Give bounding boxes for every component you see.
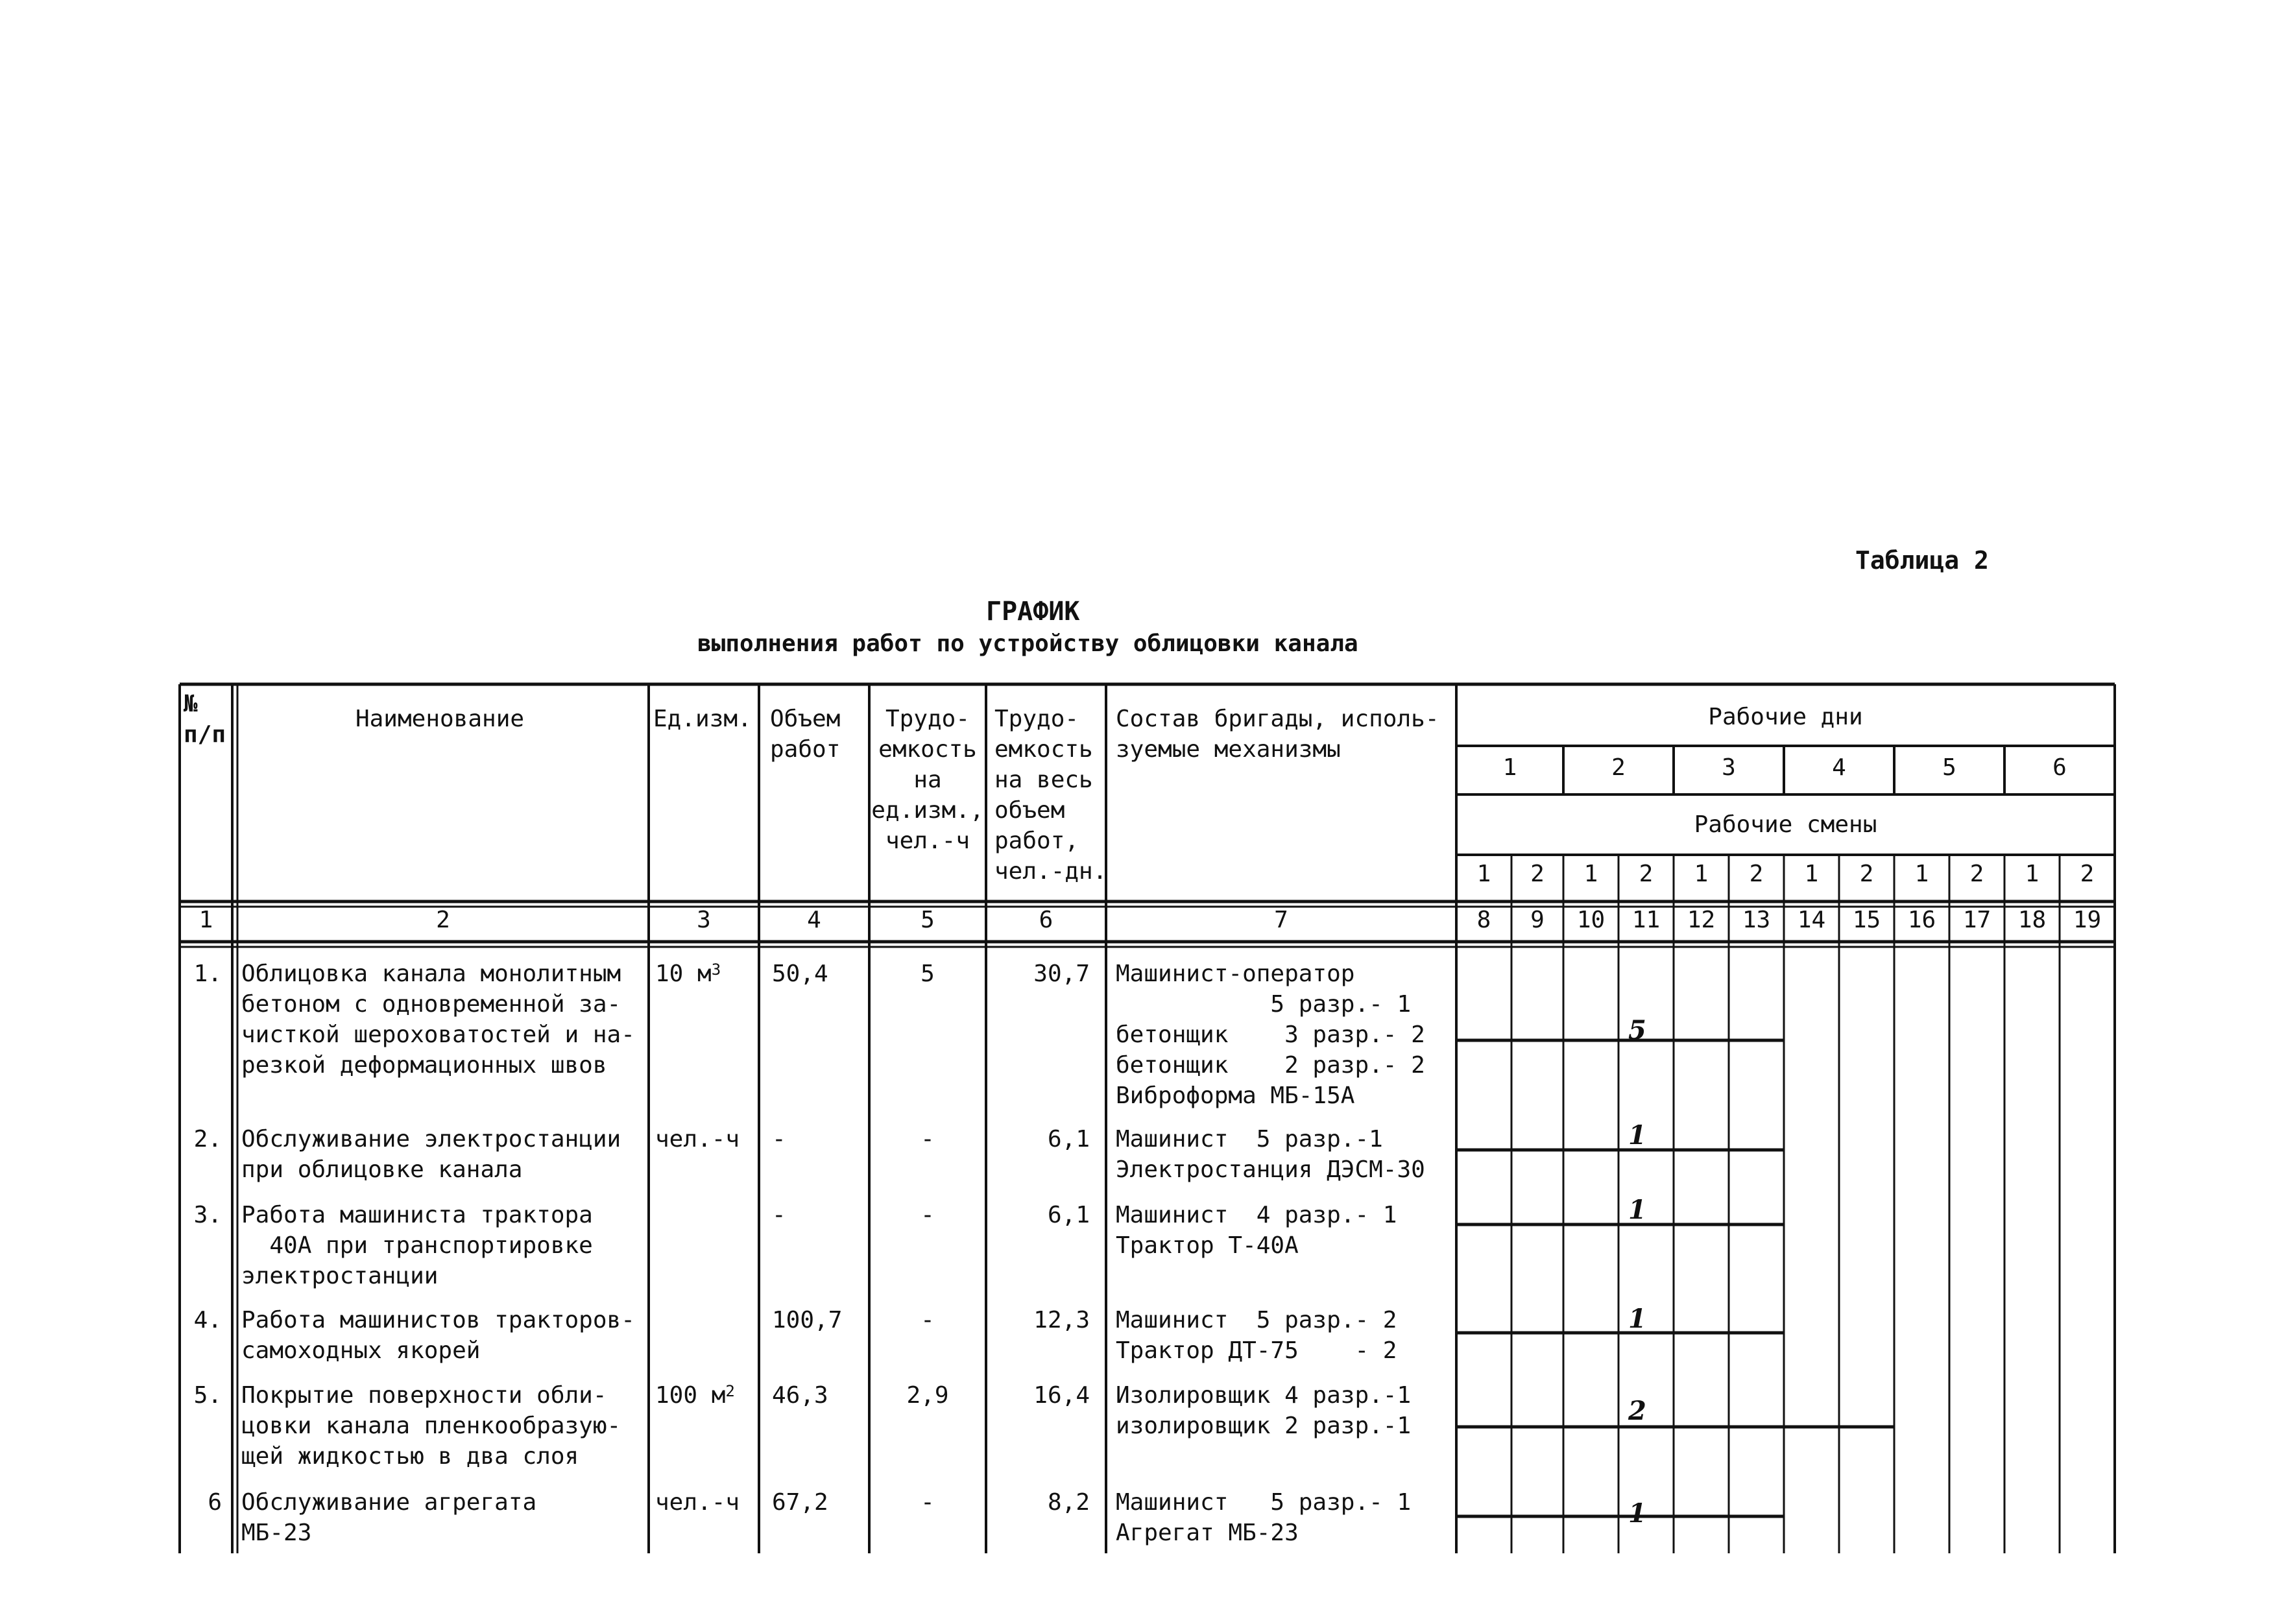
shift-number: 1 — [2025, 861, 2039, 887]
day-number: 4 — [1832, 754, 1846, 781]
workers-mark: 1 — [1628, 1498, 1646, 1529]
row-labor-unit: - — [920, 1489, 935, 1516]
column-number: 16 — [1907, 907, 1936, 933]
row-unit: 100 $м^2$ — [655, 1382, 735, 1409]
workers-mark: 1 — [1628, 1120, 1646, 1151]
row-name: Работа машиниста трактора 40А при транспортировке электростанции — [241, 1202, 593, 1289]
column-number: 10 — [1576, 907, 1606, 933]
column-number: 4 — [807, 907, 821, 933]
day-number: 2 — [1611, 754, 1626, 781]
column-number: 15 — [1852, 907, 1881, 933]
row-volume: 46,3 — [772, 1382, 828, 1409]
workers-mark: 1 — [1628, 1195, 1646, 1225]
row-number: 2. — [193, 1126, 222, 1152]
row-name: Облицовка канала монолитным бетоном с одновременной за- чисткой шероховатостей и на- резкой деформационных швов — [241, 961, 635, 1079]
column-number: 5 — [920, 907, 935, 933]
column-number: 6 — [1039, 907, 1053, 933]
row-name: Работа машинистов тракторов- самоходных якорей — [241, 1307, 635, 1364]
shift-number: 1 — [1804, 861, 1819, 887]
header-working-shifts: Рабочие смены — [1694, 811, 1877, 838]
row-labor-total: 6,1 — [1047, 1126, 1090, 1152]
row-crew: Машинист 5 разр.- 2 Трактор ДТ-75 - 2 — [1116, 1307, 1397, 1364]
header-working-days: Рабочие дни — [1708, 704, 1863, 730]
column-number: 1 — [199, 907, 213, 933]
column-number: 11 — [1631, 907, 1661, 933]
row-unit: 10 $м^3$ — [655, 961, 721, 987]
row-number: 4. — [193, 1307, 222, 1333]
row-volume: - — [772, 1202, 786, 1228]
column-number: 17 — [1962, 907, 1991, 933]
row-name: Покрытие поверхности обли- цовки канала пленкообразую- щей жидкостью в два слоя — [241, 1382, 621, 1470]
row-crew: Машинист 5 разр.-1 Электростанция ДЭСМ-30 — [1116, 1126, 1425, 1183]
column-number: 8 — [1476, 907, 1491, 933]
row-volume: 100,7 — [772, 1307, 843, 1333]
workers-mark: 2 — [1628, 1396, 1646, 1426]
header-volume: Объем работ — [770, 706, 841, 763]
row-number: 3. — [193, 1202, 222, 1228]
row-unit: чел.-ч — [655, 1126, 740, 1152]
day-number: 5 — [1942, 754, 1956, 781]
row-name: Обслуживание электростанции при облицовке канала — [241, 1126, 621, 1183]
row-labor-unit: - — [920, 1307, 935, 1333]
row-volume: 67,2 — [772, 1489, 828, 1516]
row-crew: Изолировщик 4 разр.-1 изолировщик 2 разр.-1 — [1116, 1382, 1412, 1439]
shift-number: 1 — [1583, 861, 1598, 887]
header-name: Наименование — [355, 706, 525, 732]
column-number: 7 — [1274, 907, 1288, 933]
shift-number: 2 — [1749, 861, 1764, 887]
row-unit: чел.-ч — [655, 1489, 740, 1516]
row-volume: 50,4 — [772, 961, 828, 987]
header-crew: Состав бригады, исполь- зуемые механизмы — [1116, 706, 1439, 763]
column-number: 2 — [436, 907, 450, 933]
column-number: 13 — [1742, 907, 1771, 933]
column-number: 14 — [1797, 907, 1826, 933]
row-volume: - — [772, 1126, 786, 1152]
row-labor-unit: - — [920, 1202, 935, 1228]
shift-number: 2 — [1530, 861, 1545, 887]
row-labor-total: 30,7 — [1033, 961, 1090, 987]
page-title: ГРАФИК — [986, 597, 1080, 627]
row-crew: Машинист 5 разр.- 1 Агрегат МБ-23 — [1116, 1489, 1412, 1546]
column-number: 19 — [2073, 907, 2102, 933]
table-label: Таблица 2 — [1855, 546, 1989, 575]
row-name: Обслуживание агрегата МБ-23 — [241, 1489, 537, 1546]
header-unit: Ед.изм. — [653, 706, 752, 732]
row-labor-unit: - — [920, 1126, 935, 1152]
shift-number: 1 — [1694, 861, 1709, 887]
row-labor-unit: 5 — [920, 961, 935, 987]
shift-number: 2 — [1639, 861, 1654, 887]
day-number: 3 — [1722, 754, 1736, 781]
row-labor-total: 16,4 — [1033, 1382, 1090, 1409]
page-subtitle: выполнения работ по устройству облицовки канала — [697, 630, 1358, 657]
row-number: 1. — [193, 961, 222, 987]
day-number: 6 — [2052, 754, 2067, 781]
day-number: 1 — [1502, 754, 1517, 781]
shift-number: 1 — [1914, 861, 1929, 887]
column-number: 12 — [1687, 907, 1716, 933]
row-crew: Машинист-оператор 5 разр.- 1 бетонщик 3 разр.- 2 бетонщик 2 разр.- 2 Виброформа МБ-15А — [1116, 961, 1425, 1109]
header-labor-total: Трудо- емкость на весь объем работ, чел.-дн. — [994, 706, 1107, 885]
row-labor-total: 6,1 — [1047, 1202, 1090, 1228]
shift-number: 2 — [1969, 861, 1984, 887]
shift-number: 2 — [1859, 861, 1874, 887]
column-number: 3 — [697, 907, 711, 933]
workers-mark: 5 — [1628, 1015, 1646, 1045]
workers-mark: 1 — [1628, 1304, 1646, 1334]
unit-superscript: 3 — [711, 961, 721, 979]
column-number: 18 — [2017, 907, 2047, 933]
header-num: № п/п — [184, 691, 226, 748]
row-labor-unit: 2,9 — [906, 1382, 949, 1409]
column-number: 9 — [1530, 907, 1545, 933]
shift-number: 1 — [1476, 861, 1491, 887]
row-number: 6 — [208, 1489, 222, 1516]
row-crew: Машинист 4 разр.- 1 Трактор Т-40А — [1116, 1202, 1397, 1259]
row-number: 5. — [193, 1382, 222, 1409]
row-labor-total: 12,3 — [1033, 1307, 1090, 1333]
shift-number: 2 — [2080, 861, 2095, 887]
row-labor-total: 8,2 — [1047, 1489, 1090, 1516]
unit-superscript: 2 — [725, 1382, 735, 1400]
header-labor-unit: Трудо- емкость на ед.изм., чел.-ч — [871, 706, 984, 854]
